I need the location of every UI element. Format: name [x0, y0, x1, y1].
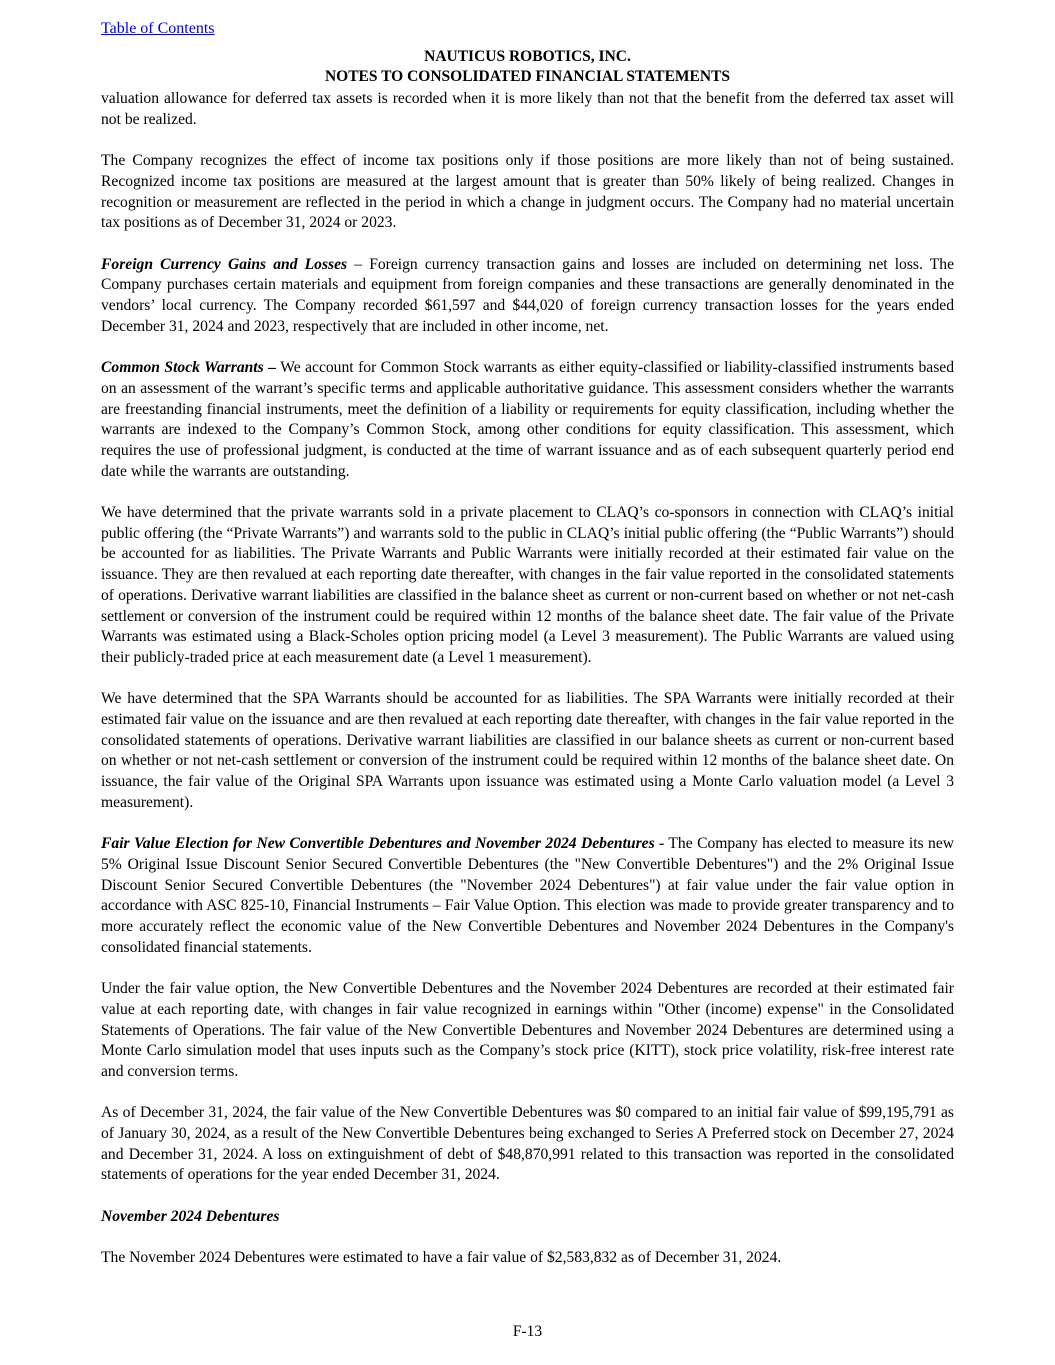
section-lead-fair-value-election: Fair Value Election for New Convertible Debentures and November 2024 Debentures - [101, 835, 665, 853]
page-title: NOTES TO CONSOLIDATED FINANCIAL STATEMENTS [324, 68, 731, 85]
paragraph-november-debentures: The November 2024 Debentures were estimated to have a fair value of $2,583,832 as of December 31, 2024. [101, 1249, 782, 1267]
document-body [101, 89, 954, 1269]
page-number: F-13 [512, 1323, 543, 1340]
paragraph-spa-warrants: We have determined that the SPA Warrants should be accounted for as liabilities. The SPA Warrants were initially recorded at their estimated fair value on the issuance and are then revalued at each reporting date thereafter, with changes in the fair value reported in the consolidated statements of operations. Derivative warrant liabilities are classified in our balance sheets as current or non-current based on whether or not net-cash settlement or conversion of the instrument could be required within 12 months of the balance sheet date. On issuance, the fair value of the Original SPA Warrants upon issuance was estimated using a Monte Carlo valuation model (a Level 3 measurement). [101, 690, 954, 811]
subsection-heading: November 2024 Debentures [101, 1207, 280, 1225]
company-name: NAUTICUS ROBOTICS, INC. [424, 48, 631, 65]
paragraph-fair-value-option: Under the fair value option, the New Convertible Debentures and the November 2024 Debentures are recorded at their estimated fair value at each reporting date, with changes in fair value recognized in earnings within "Other (income) expense" in the Consolidated Statements of Operations. The fair value of the New Convertible Debentures and November 2024 Debentures are determined using a Monte Carlo simulation model that uses inputs such as the Company’s stock price (KITT), stock price volatility, risk-free interest rate and conversion terms. [101, 980, 954, 1080]
paragraph-new-convertible-fair-value: As of December 31, 2024, the fair value of the New Convertible Debentures was $0 compared to an initial fair value of $99,195,791 as of January 30, 2024, as a result of the New Convertible Debentures being exchanged to Series A Preferred stock on December 27, 2024 and December 31, 2024. A loss on extinguishment of debt of $48,870,991 related to this transaction was reported in the consolidated statements of operations for the year ended December 31, 2024. [101, 1104, 954, 1184]
table-of-contents-link[interactable]: Table of Contents [101, 20, 215, 37]
paragraph-private-public-warrants: We have determined that the private warrants sold in a private placement to CLAQ’s co-sponsors in connection with CLAQ’s initial public offering (the “Private Warrants”) and warrants sold to the public in CLAQ’s initial public offering (the “Public Warrants”) should be accounted for as liabilities. The Private Warrants and Public Warrants were initially recorded at their estimated fair value on the issuance. They are then revalued at each reporting date thereafter, with changes in the fair value reported in the consolidated statements of operations. Derivative warrant liabilities are classified in the balance sheet as current or non-current based on whether or not net-cash settlement or conversion of the instrument could be required within 12 months of the balance sheet date. The fair value of the Private Warrants was estimated using a Black-Scholes option pricing model (a Level 3 measurement). The Public Warrants are valued using their publicly-traded price at each measurement date (a Level 1 measurement). [101, 504, 954, 666]
paragraph-common-stock-warrants: Common Stock Warrants – We account for Common Stock warrants as either equity-classified or liability-classified instruments based on an assessment of the warrant’s specific terms and applicable authoritative guidance. This assessment considers whether the warrants are freestanding financial instruments, meet the definition of a liability or requirements for equity classification, including whether the warrants are indexed to the Company’s Common Stock, among other conditions for equity classification. This assessment, which requires the use of professional judgment, is conducted at the time of warrant issuance and as of each subsequent quarterly period end date while the warrants are outstanding. [101, 359, 954, 480]
paragraph-income-tax-positions: The Company recognizes the effect of income tax positions only if those positions are more likely than not of being sustained. Recognized income tax positions are measured at the largest amount that is greater than 50% likely of being realized. Changes in recognition or measurement are reflected in the period in which a change in judgment occurs. The Company had no material uncertain tax positions as of December 31, 2024 or 2023. [101, 152, 954, 232]
paragraph-valuation-allowance: valuation allowance for deferred tax assets is recorded when it is more likely than not that the benefit from the deferred tax asset will not be realized. [101, 90, 954, 128]
paragraph-fair-value-election: Fair Value Election for New Convertible Debentures and November 2024 Debentures - The Company has elected to measure its new 5% Original Issue Discount Senior Secured Convertible Debentures (the "New Convertible Debentures") and the 2% Original Issue Discount Senior Secured Convertible Debentures (the "November 2024 Debentures") at fair value under the fair value option in accordance with ASC 825-10, Financial Instruments – Fair Value Option. This election was made to provide greater transparency and to more accurately reflect the economic value of the New Convertible Debentures and November 2024 Debentures in the Company's consolidated financial statements. [101, 835, 954, 956]
section-lead-foreign-currency: Foreign Currency Gains and Losses [101, 255, 348, 273]
paragraph-foreign-currency: Foreign Currency Gains and Losses – Foreign currency transaction gains and losses are included on determining net loss. The Company purchases certain materials and equipment from foreign companies and these transactions are generally denominated in the vendors’ local currency. The Company recorded $61,597 and $44,020 of foreign currency transaction losses for the years ended December 31, 2024 and 2023, respectively that are included in other income, net. [101, 255, 955, 335]
section-lead-common-stock-warrants: Common Stock Warrants – [101, 359, 276, 377]
